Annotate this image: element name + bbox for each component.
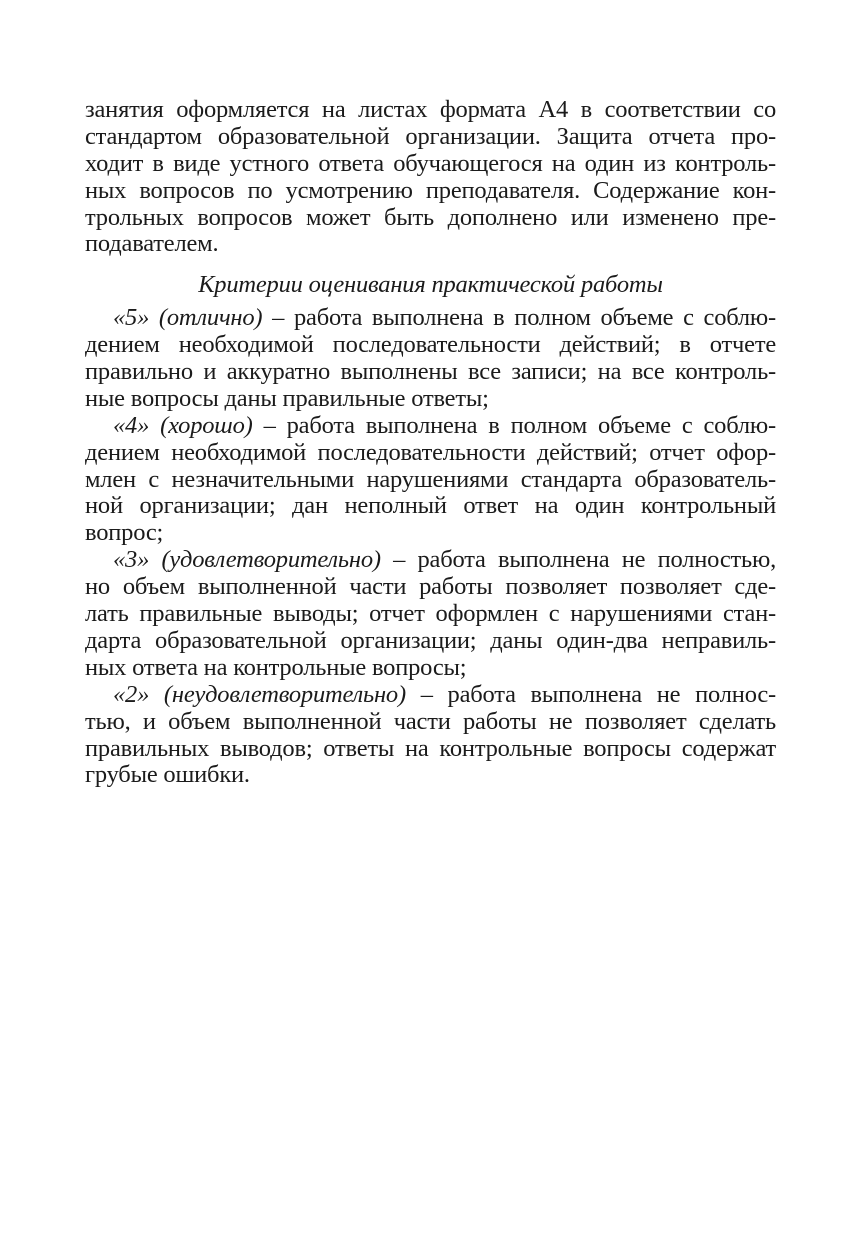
text-line: вопрос;: [85, 520, 164, 547]
text-line: лать правильные выводы; отчет оформлен с нарушениями стан-: [85, 601, 776, 628]
criterion-grade-2: [85, 682, 776, 790]
criterion-grade-4: [85, 413, 776, 547]
grade-label: «2» (неудовлетворительно): [113, 681, 406, 708]
text-line: [85, 305, 776, 332]
text-line: млен с незначительными нарушениями стандарта образователь-: [85, 466, 776, 493]
text-line: ные вопросы даны правильные ответы;: [85, 385, 489, 412]
text-line: подавателем.: [85, 231, 219, 258]
text-line: [85, 413, 776, 440]
text-line: занятия оформляется на листах формата А4 в соответствии со: [85, 97, 776, 123]
text-column: [85, 97, 776, 789]
text-line: ходит в виде устного ответа обучающегося на один из контроль-: [85, 150, 776, 177]
text-line: дарта образовательной организации; даны один-два неправиль-: [85, 627, 776, 654]
criterion-grade-3: [85, 547, 776, 681]
text-line: стандартом образовательной организации. Защита отчета про-: [85, 123, 776, 150]
text-line: [85, 682, 776, 709]
text-line: ных вопросов по усмотрению преподавателя. Содержание кон-: [85, 177, 776, 204]
grade-text: – работа выполнена в полном объеме с соблю-: [262, 305, 776, 332]
criterion-grade-5: [85, 305, 776, 413]
grade-text: – работа выполнена не полнос-: [405, 681, 776, 708]
grade-label: «3» (удовлетворительно): [113, 547, 381, 574]
text-line: трольных вопросов может быть дополнено или изменено пре-: [85, 204, 776, 231]
grade-text: – работа выполнена не полностью,: [380, 547, 776, 574]
section-heading: Критерии оценивания практической работы: [198, 271, 663, 299]
grade-label: «5» (отлично): [113, 305, 263, 332]
grade-text: – работа выполнена в полном объеме с соблю-: [252, 412, 776, 439]
text-line: правильных выводов; ответы на контрольные вопросы содержат: [85, 735, 776, 762]
text-line: но объем выполненной части работы позволяет позволяет сде-: [85, 574, 776, 601]
text-line: ных ответа на контрольные вопросы;: [85, 654, 467, 681]
text-line: дением необходимой последовательности действий; отчет офор-: [85, 439, 776, 466]
text-line: правильно и аккуратно выполнены все записи; на все контроль-: [85, 359, 776, 386]
paragraph-intro: [85, 97, 776, 258]
text-line: грубые ошибки.: [85, 762, 250, 789]
text-line: [85, 547, 776, 574]
text-line: ной организации; дан неполный ответ на один контрольный: [85, 493, 776, 520]
grade-label: «4» (хорошо): [113, 412, 253, 439]
text-line: тью, и объем выполненной части работы не позволяет сделать: [85, 708, 776, 735]
text-line: дением необходимой последовательности действий; в отчете: [85, 332, 776, 359]
